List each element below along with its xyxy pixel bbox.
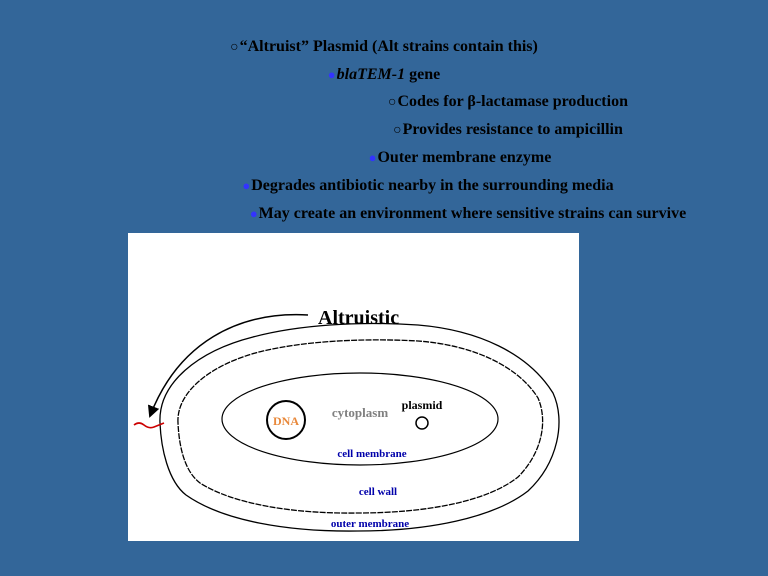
dna-label: DNA	[273, 414, 299, 428]
bullet-outer-membrane-enzyme: ●Outer membrane enzyme	[368, 149, 552, 166]
open-circle-bullet-icon: ○	[388, 95, 397, 110]
cell-diagram-svg	[128, 233, 579, 541]
cell-diagram	[128, 233, 579, 541]
bullet-degrades-antibiotic: ●Degrades antibiotic nearby in the surrounding media	[242, 177, 614, 194]
cell-wall-label: cell wall	[358, 486, 398, 498]
filled-dot-bullet-icon: ●	[242, 178, 251, 193]
plasmid-label: plasmid	[401, 398, 443, 412]
open-circle-bullet-icon: ○	[393, 123, 402, 138]
outer-membrane-outline	[160, 324, 559, 532]
plasmid-circle	[416, 417, 428, 429]
cytoplasm-label: cytoplasm	[331, 405, 389, 420]
bullet-blatem-gene: ●blaTEM-1 gene	[327, 66, 441, 83]
diagram-title: Altruistic	[318, 307, 400, 329]
bullet-ampicillin-resistance: ○Provides resistance to ampicillin	[393, 121, 623, 138]
bullet-sensitive-strains: ●May create an environment where sensitive strains can survive	[249, 205, 687, 222]
filled-dot-bullet-icon: ●	[368, 150, 377, 165]
open-circle-bullet-icon: ○	[230, 40, 239, 55]
bullet-altruist-plasmid: ○“Altruist” Plasmid (Alt strains contain this)	[230, 38, 538, 55]
bullet-codes-lactamase: ○Codes for β-lactamase production	[388, 93, 628, 110]
outer-membrane-label: outer membrane	[330, 518, 410, 530]
filled-dot-bullet-icon: ●	[249, 206, 258, 221]
filled-dot-bullet-icon: ●	[327, 67, 336, 82]
cell-membrane-label: cell membrane	[337, 448, 407, 460]
